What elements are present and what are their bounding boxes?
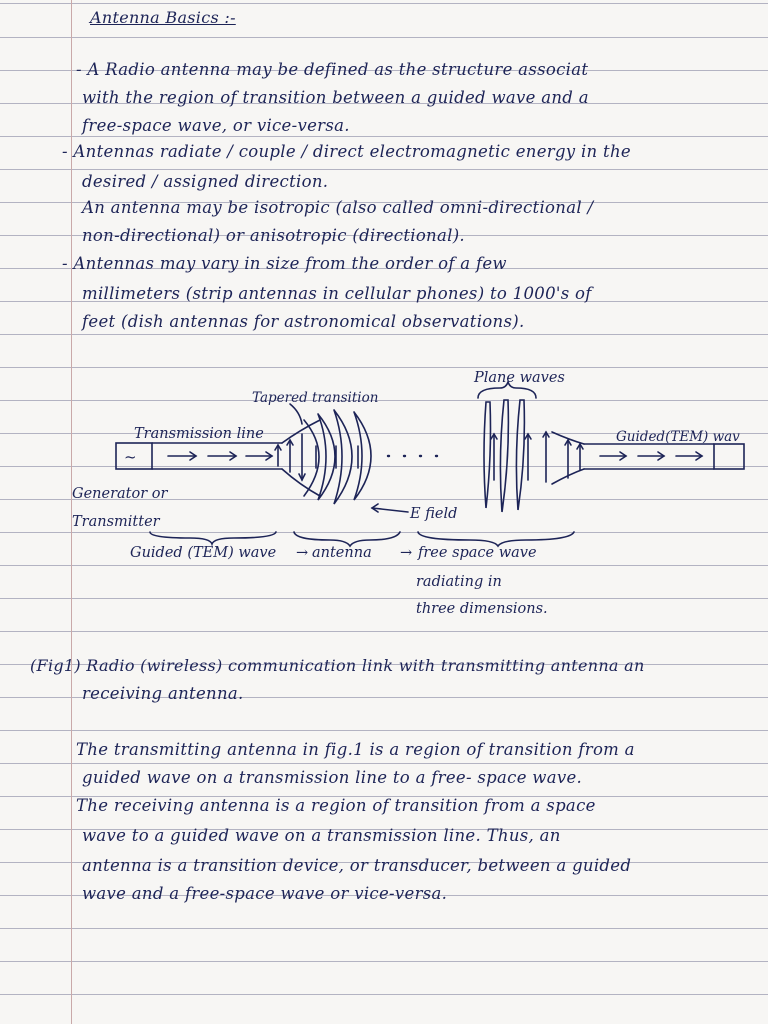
label-transmitter: Transmitter: [72, 514, 160, 530]
caption-line1: (Fig1) Radio (wireless) communication link with transmitting antenna an: [30, 656, 645, 675]
label-e-field: E field: [410, 506, 458, 522]
horn-upper-edge: [282, 420, 320, 443]
receive-field-arrows: [565, 440, 702, 478]
paragraph2-line4: non-directional) or anisotropic (directional).: [82, 226, 465, 245]
antenna-brace: [294, 532, 400, 546]
label-radiating-in: radiating in: [416, 574, 502, 590]
label-generator: Generator or: [72, 486, 168, 502]
label-plane-waves: Plane waves: [474, 370, 565, 386]
paragraph1-line3: free-space wave, or vice-versa.: [82, 116, 350, 135]
paragraph4-line4: wave to a guided wave on a transmission line. Thus, an: [82, 826, 561, 845]
free-space-brace: [418, 532, 574, 546]
page-title: Antenna Basics :-: [90, 8, 236, 27]
source-symbol: ~: [124, 448, 137, 466]
curved-wavefronts: [304, 410, 371, 504]
guided-wave-brace: [150, 532, 276, 544]
paragraph4-line6: wave and a free-space wave or vice-versa.: [82, 884, 448, 903]
paragraph3-line3: feet (dish antennas for astronomical observations).: [82, 312, 525, 331]
label-free-space-wave: free space wave: [418, 545, 537, 561]
paragraph4-line5: antenna is a transition device, or transducer, between a guided: [82, 856, 632, 875]
arrow-to-antenna: →: [296, 545, 309, 561]
paragraph4-line3: The receiving antenna is a region of transition from a space: [76, 796, 596, 815]
label-tapered-transition: Tapered transition: [252, 390, 379, 406]
transition-leader: [290, 404, 302, 424]
paragraph2-line2: desired / assigned direction.: [82, 172, 329, 191]
label-guided-tem-wave: Guided (TEM) wave: [130, 545, 277, 561]
paragraph4-line1: The transmitting antenna in fig.1 is a region of transition from a: [76, 740, 635, 759]
paragraph1-line1: - A Radio antenna may be defined as the structure associat: [76, 60, 589, 79]
paragraph2-line3: An antenna may be isotropic (also called omni-directional /: [82, 198, 594, 217]
paragraph1-line2: with the region of transition between a guided wave and a: [82, 88, 589, 107]
label-guided-tem-wave-right: Guided(TEM) wav: [616, 429, 740, 445]
arrow-to-free-space: →: [400, 545, 413, 561]
horn-lower-edge: [282, 469, 320, 496]
paragraph2-line1: - Antennas radiate / couple / direct electromagnetic energy in the: [62, 142, 631, 161]
label-antenna: antenna: [312, 545, 372, 561]
plane-wavefronts: [484, 400, 549, 512]
paragraph3-line1: - Antennas may vary in size from the order of a few: [62, 254, 507, 273]
receiver-box: [714, 444, 744, 469]
label-three-dimensions: three dimensions.: [416, 601, 548, 617]
paragraph3-line2: millimeters (strip antennas in cellular phones) to 1000's of: [82, 284, 592, 303]
label-transmission-line: Transmission line: [134, 426, 264, 442]
paragraph4-line2: guided wave on a transmission line to a free- space wave.: [82, 768, 583, 787]
caption-line2: receiving antenna.: [82, 684, 244, 703]
